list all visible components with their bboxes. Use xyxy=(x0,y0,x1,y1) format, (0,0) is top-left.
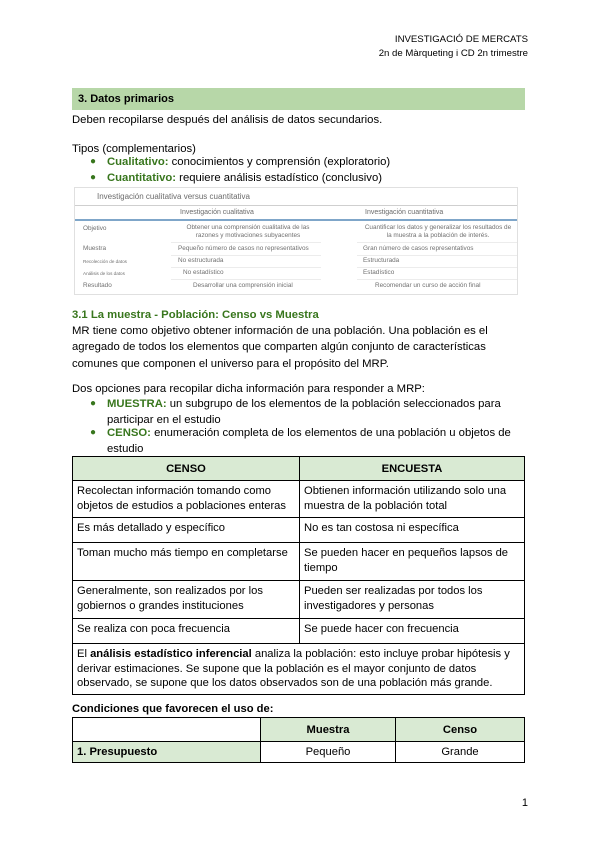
bullet-term: Cualitativo: xyxy=(107,156,169,168)
figure-row-separator xyxy=(357,255,517,256)
conditions-title: Condiciones que favorecen el uso de: xyxy=(72,703,274,715)
intro-paragraph: Deben recopilarse después del análisis de datos secundarios. xyxy=(72,114,383,126)
note-text: analiza la población: esto incluye probar hipótesis y derivar estimaciones. Se supone que la población es el mayor conjunto de datos observado, se supone que los datos observados son de una población más grande. xyxy=(77,648,510,689)
bullet-dot-icon: ● xyxy=(90,398,97,409)
bullet-dot-icon: ● xyxy=(90,172,97,183)
conditions-table xyxy=(72,717,525,763)
section-title: 3. Datos primarios xyxy=(72,88,525,110)
table-cell: Pueden ser realizadas por todos los investigadores y personas xyxy=(300,581,525,619)
table-header-cell xyxy=(73,718,261,742)
table-cell: Se puede hacer con frecuencia xyxy=(300,619,525,644)
figure-row-mid: Obtener una comprensión cualitativa de las razones y motivaciones subyacentes xyxy=(186,224,310,239)
table-cell: No es tan costosa ni específica xyxy=(300,518,525,543)
figure-row-label: Objetivo xyxy=(83,225,107,232)
bullet-term: MUESTRA: xyxy=(107,398,167,410)
figure-row-right: Recomendar un curso de acción final xyxy=(375,282,481,289)
figure-row-separator xyxy=(357,242,517,243)
table-header-cell: Censo xyxy=(396,718,525,742)
bullet-text: requiere análisis estadístico (conclusivo) xyxy=(176,172,382,184)
table-cell: Grande xyxy=(396,742,525,763)
figure-row-label: Muestra xyxy=(83,245,107,252)
figure-row-mid: No estadístico xyxy=(183,269,224,276)
options-paragraph: Dos opciones para recopilar dicha información para responder a MRP: xyxy=(72,383,425,395)
subsection-title: 3.1 La muestra - Población: Censo vs Muestra xyxy=(72,309,319,321)
figure-row-label: Recolección de datos xyxy=(83,259,127,264)
table-cell: Obtienen información utilizando solo una muestra de la población total xyxy=(300,481,525,518)
table-note-cell xyxy=(73,644,525,695)
figure-title: Investigación cualitativa versus cuantitativa xyxy=(97,192,250,201)
table-row xyxy=(73,481,525,518)
figure-divider xyxy=(75,205,517,206)
note-bold-term: análisis estadístico inferencial xyxy=(90,648,252,660)
bullet-censo xyxy=(90,425,527,457)
table-header-cell: CENSO xyxy=(73,457,300,481)
figure-row-separator xyxy=(171,279,321,280)
figure-row-label: Análisis de los datos xyxy=(83,271,125,276)
table-row xyxy=(73,581,525,619)
table-note-row xyxy=(73,644,525,695)
figure-row-label: Resultado xyxy=(83,282,112,289)
table-header-cell: Muestra xyxy=(261,718,396,742)
bullet-term: CENSO: xyxy=(107,427,151,439)
figure-row-mid: Desarrollar una comprensión inicial xyxy=(193,282,293,289)
bullet-term: Cuantitativo: xyxy=(107,172,177,184)
table-cell: Generalmente, son realizados por los gobiernos o grandes instituciones xyxy=(73,581,300,619)
bullet-text: conocimientos y comprensión (exploratorio) xyxy=(168,156,391,168)
table-cell: Toman mucho más tiempo en completarse xyxy=(73,543,300,581)
table-header-row xyxy=(73,457,525,481)
censo-vs-encuesta-table xyxy=(72,456,525,695)
figure-row-mid: No estructurada xyxy=(178,257,224,264)
table-cell: Se realiza con poca frecuencia xyxy=(73,619,300,644)
bullet-dot-icon: ● xyxy=(90,427,97,438)
figure-row-right: Cuantificar los datos y generalizar los resultados de la muestra a la población de interés. xyxy=(364,224,512,239)
figure-col-quantitative: Investigación cuantitativa xyxy=(365,209,444,216)
figure-row-separator xyxy=(171,255,321,256)
table-row xyxy=(73,742,525,763)
table-header-cell: ENCUESTA xyxy=(300,457,525,481)
figure-header-rule xyxy=(75,219,517,221)
table-cell: Recolectan información tomando como objetos de estudios a poblaciones enteras xyxy=(73,481,300,518)
figure-row-separator xyxy=(171,242,321,243)
bullet-dot-icon: ● xyxy=(90,156,97,167)
bullet-cualitativo xyxy=(90,154,527,170)
table-header-row xyxy=(73,718,525,742)
tipos-label: Tipos (complementarios) xyxy=(72,143,196,155)
population-paragraph: MR tiene como objetivo obtener información de una población. Una población es el agregado de todos los elementos que comparten algún conjunto de características comunes que componen el universo para el propósito del MRP. xyxy=(72,325,488,370)
table-cell: Pequeño xyxy=(261,742,396,763)
figure-row-separator xyxy=(171,267,321,268)
header-course-title: INVESTIGACIÓ DE MERCATS xyxy=(394,34,528,45)
table-row xyxy=(73,518,525,543)
page-number: 1 xyxy=(521,797,528,809)
figure-row-right: Estadístico xyxy=(363,269,395,276)
table-cell: Es más detallado y específico xyxy=(73,518,300,543)
note-prefix: El xyxy=(77,648,91,660)
table-row xyxy=(73,543,525,581)
figure-row-mid: Pequeño número de casos no representativos xyxy=(178,245,309,252)
table-row xyxy=(73,619,525,644)
figure-row-right: Estructurada xyxy=(363,257,400,264)
figure-row-separator xyxy=(357,279,517,280)
table-cell: 1. Presupuesto xyxy=(73,742,261,763)
figure-col-qualitative: Investigación cualitativa xyxy=(180,209,254,216)
header-course-subtitle: 2n de Màrqueting i CD 2n trimestre xyxy=(378,48,528,59)
bullet-text: enumeración completa de los elementos de una población u objetos de estudio xyxy=(107,427,511,455)
bullet-cuantitativo xyxy=(90,170,527,186)
figure-row-right: Gran número de casos representativos xyxy=(363,245,474,252)
figure-row-separator xyxy=(357,267,517,268)
bullet-text: un subgrupo de los elementos de la población seleccionados para participar en el estudio xyxy=(107,398,501,426)
bullet-muestra xyxy=(90,396,527,428)
qualitative-vs-quantitative-figure xyxy=(74,187,518,295)
table-cell: Se pueden hacer en pequeños lapsos de tiempo xyxy=(300,543,525,581)
